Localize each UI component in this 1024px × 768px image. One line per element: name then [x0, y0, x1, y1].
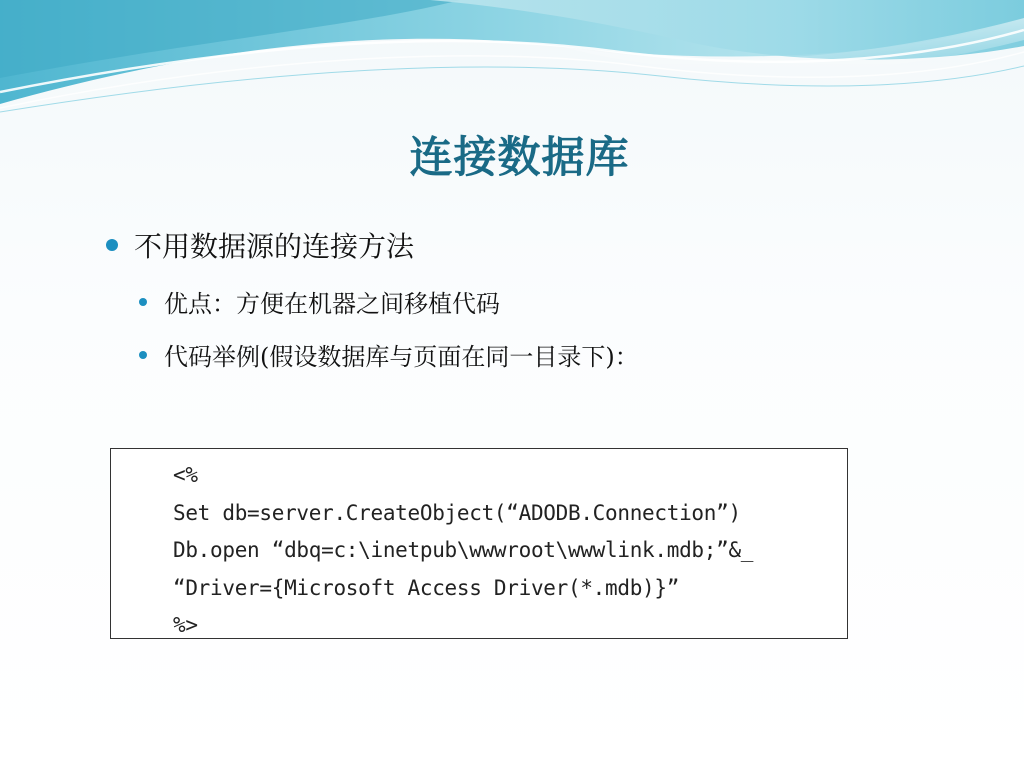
wave-decoration-icon	[0, 0, 1024, 130]
bullet-text: 代码举例(假设数据库与页面在同一目录下)：	[164, 343, 639, 371]
bullet-text: 优点：方便在机器之间移植代码	[164, 290, 500, 318]
slide-title: 连接数据库	[409, 133, 630, 183]
code-line: Set db=server.CreateObject(“ADODB.Connection”)	[173, 500, 741, 525]
bullet-item-advantage	[139, 284, 500, 319]
code-line: %>	[173, 613, 198, 637]
bullet-item-no-dsn-connection	[106, 225, 414, 265]
code-block	[110, 448, 848, 639]
bullet-dot-icon	[139, 298, 147, 306]
code-line: “Driver={Microsoft Access Driver(*.mdb)}”	[173, 575, 680, 600]
code-line: <%	[173, 463, 198, 487]
bullet-dot-icon	[139, 351, 147, 359]
bullet-text: 不用数据源的连接方法	[134, 230, 415, 263]
bullet-item-code-example	[139, 337, 639, 372]
code-line: Db.open “dbq=c:\inetpub\wwwroot\wwwlink.mdb;”&_	[173, 538, 754, 562]
bullet-dot-icon	[106, 239, 118, 251]
